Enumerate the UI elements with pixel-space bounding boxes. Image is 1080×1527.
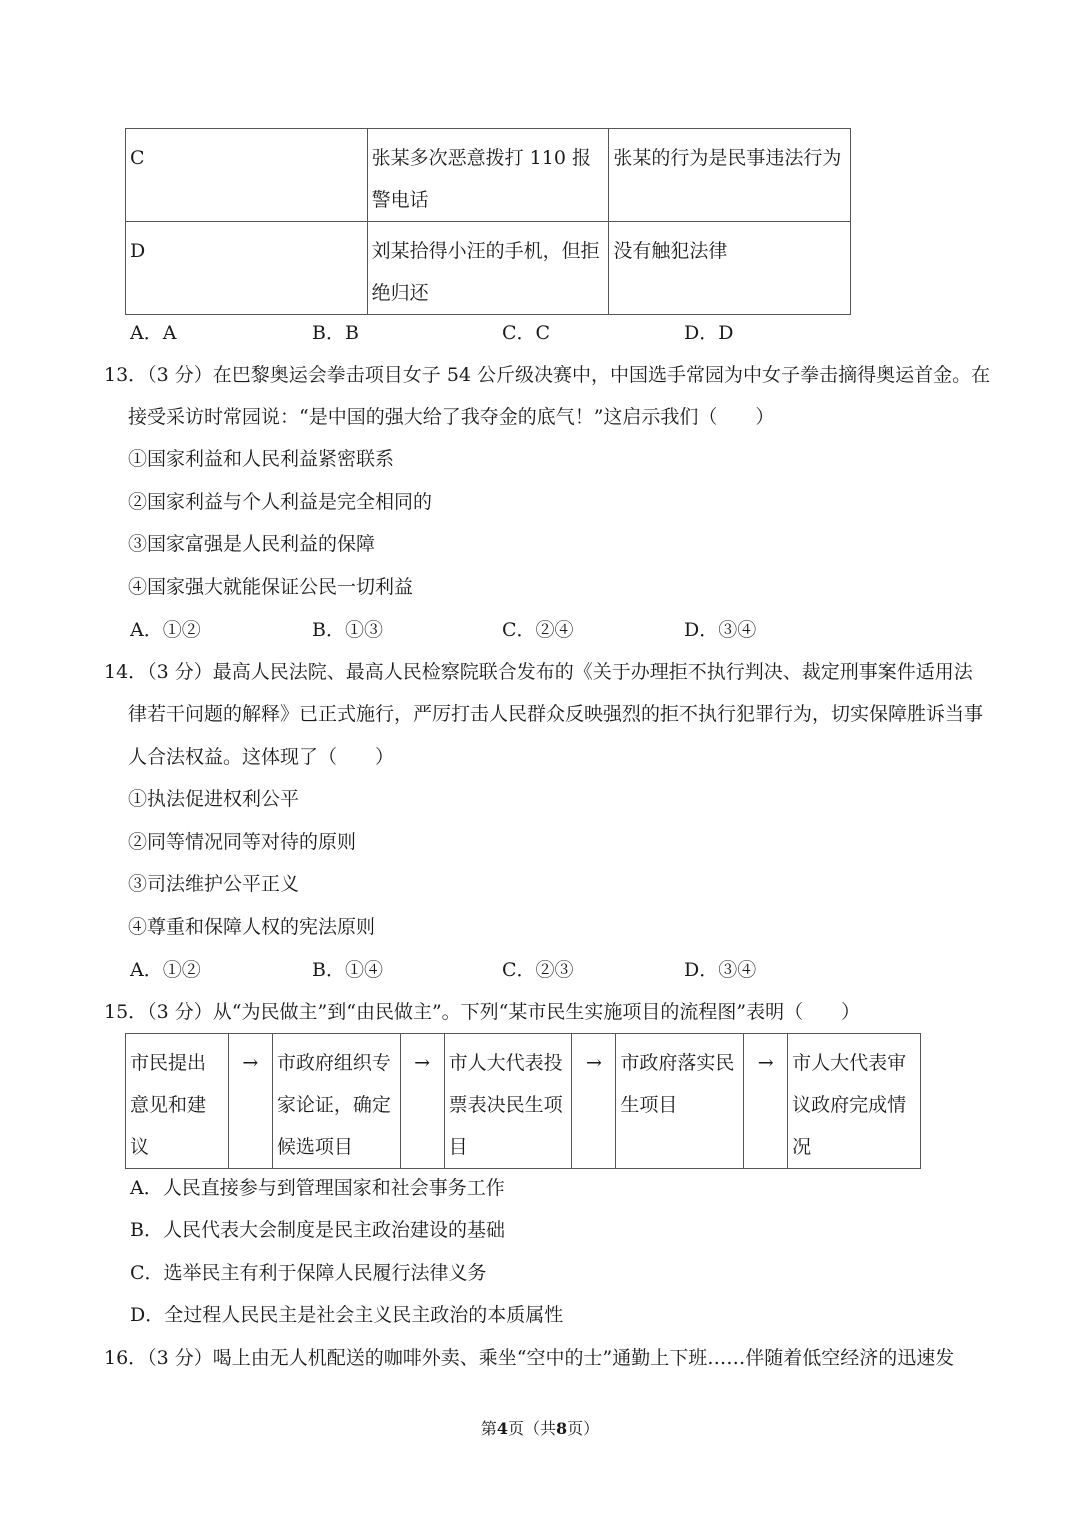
flow-arrow-icon: →	[744, 1034, 788, 1169]
q15-stem-line1: 15．（3 分）从“为民做主”到“由民做主”。下列“某市民生实施项目的流程图”表明（ ）	[104, 1001, 861, 1023]
q14-option-c: C．②③	[502, 959, 574, 981]
q12-option-b: B．B	[312, 322, 359, 344]
table-cell: 张某多次恶意拨打 110 报警电话	[367, 129, 609, 222]
q14-item-2: ②同等情况同等对待的原则	[128, 831, 357, 853]
page-footer	[0, 1416, 1080, 1439]
q13-option-d: D．③④	[684, 619, 757, 641]
q13-item-4: ④国家强大就能保证公民一切利益	[128, 576, 414, 598]
flow-step-5: 市人大代表审议政府完成情况	[788, 1034, 921, 1169]
flow-step-4: 市政府落实民生项目	[616, 1034, 744, 1169]
q14-stem-line3: 人合法权益。这体现了（ ）	[128, 746, 395, 768]
q14-stem-line1: 14．（3 分）最高人民法院、最高人民检察院联合发布的《关于办理拒不执行判决、裁定刑事案件适用法	[104, 661, 973, 683]
flow-arrow-icon: →	[400, 1034, 444, 1169]
q15-option-b: B．人民代表大会制度是民主政治建设的基础	[130, 1219, 505, 1241]
q14-item-1: ①执法促进权利公平	[128, 788, 300, 810]
q13-item-2: ②国家利益与个人利益是完全相同的	[128, 491, 433, 513]
table-row	[126, 129, 851, 222]
table-row	[126, 1034, 921, 1169]
q14-option-b: B．①④	[312, 959, 383, 981]
q13-option-b: B．①③	[312, 619, 383, 641]
footer-page-number: 4	[496, 1419, 508, 1438]
flow-step-2: 市政府组织专家论证，确定候选项目	[272, 1034, 400, 1169]
table-cell: D	[126, 222, 368, 315]
footer-suffix: 页）	[567, 1419, 600, 1438]
q12-option-a: A．A	[130, 322, 177, 344]
q14-item-3: ③司法维护公平正义	[128, 873, 300, 895]
q14-option-d: D．③④	[684, 959, 757, 981]
table-cell: 张某的行为是民事违法行为	[609, 129, 851, 222]
q13-item-1: ①国家利益和人民利益紧密联系	[128, 448, 395, 470]
q12-option-d: D．D	[684, 322, 734, 344]
table-cell: C	[126, 129, 368, 222]
q16-stem-line1: 16．（3 分）喝上由无人机配送的咖啡外卖、乘坐“空中的士”通勤上下班……伴随着低空经济的迅速发	[104, 1347, 955, 1369]
q13-item-3: ③国家富强是人民利益的保障	[128, 533, 376, 555]
flow-step-1: 市民提出意见和建议	[126, 1034, 229, 1169]
q14-option-a: A．①②	[130, 959, 201, 981]
q13-stem-line2: 接受采访时常园说：“是中国的强大给了我夺金的底气！”这启示我们（ ）	[128, 406, 775, 428]
table-cell: 没有触犯法律	[609, 222, 851, 315]
q13-stem-line1: 13．（3 分）在巴黎奥运会拳击项目女子 54 公斤级决赛中，中国选手常园为中女子拳击摘得奥运首金。在	[104, 364, 991, 386]
footer-prefix: 第	[480, 1419, 497, 1438]
flow-arrow-icon: →	[228, 1034, 272, 1169]
table-cell: 刘某拾得小汪的手机，但拒绝归还	[367, 222, 609, 315]
q15-flowchart	[125, 1033, 921, 1169]
q12-table	[125, 128, 851, 315]
q13-option-a: A．①②	[130, 619, 201, 641]
flow-arrow-icon: →	[572, 1034, 616, 1169]
q15-option-a: A．人民直接参与到管理国家和社会事务工作	[130, 1177, 505, 1199]
footer-middle: 页（共	[507, 1419, 556, 1438]
q15-option-c: C．选举民主有利于保障人民履行法律义务	[130, 1262, 487, 1284]
footer-total-pages: 8	[556, 1419, 568, 1438]
q13-option-c: C．②④	[502, 619, 574, 641]
q14-item-4: ④尊重和保障人权的宪法原则	[128, 916, 376, 938]
table-row	[126, 222, 851, 315]
flow-step-3: 市人大代表投票表决民生项目	[444, 1034, 572, 1169]
q14-stem-line2: 律若干问题的解释》已正式施行，严厉打击人民群众反映强烈的拒不执行犯罪行为，切实保障胜诉当事	[128, 703, 984, 725]
q12-option-c: C．C	[502, 322, 551, 344]
q15-option-d: D．全过程人民民主是社会主义民主政治的本质属性	[130, 1304, 564, 1326]
